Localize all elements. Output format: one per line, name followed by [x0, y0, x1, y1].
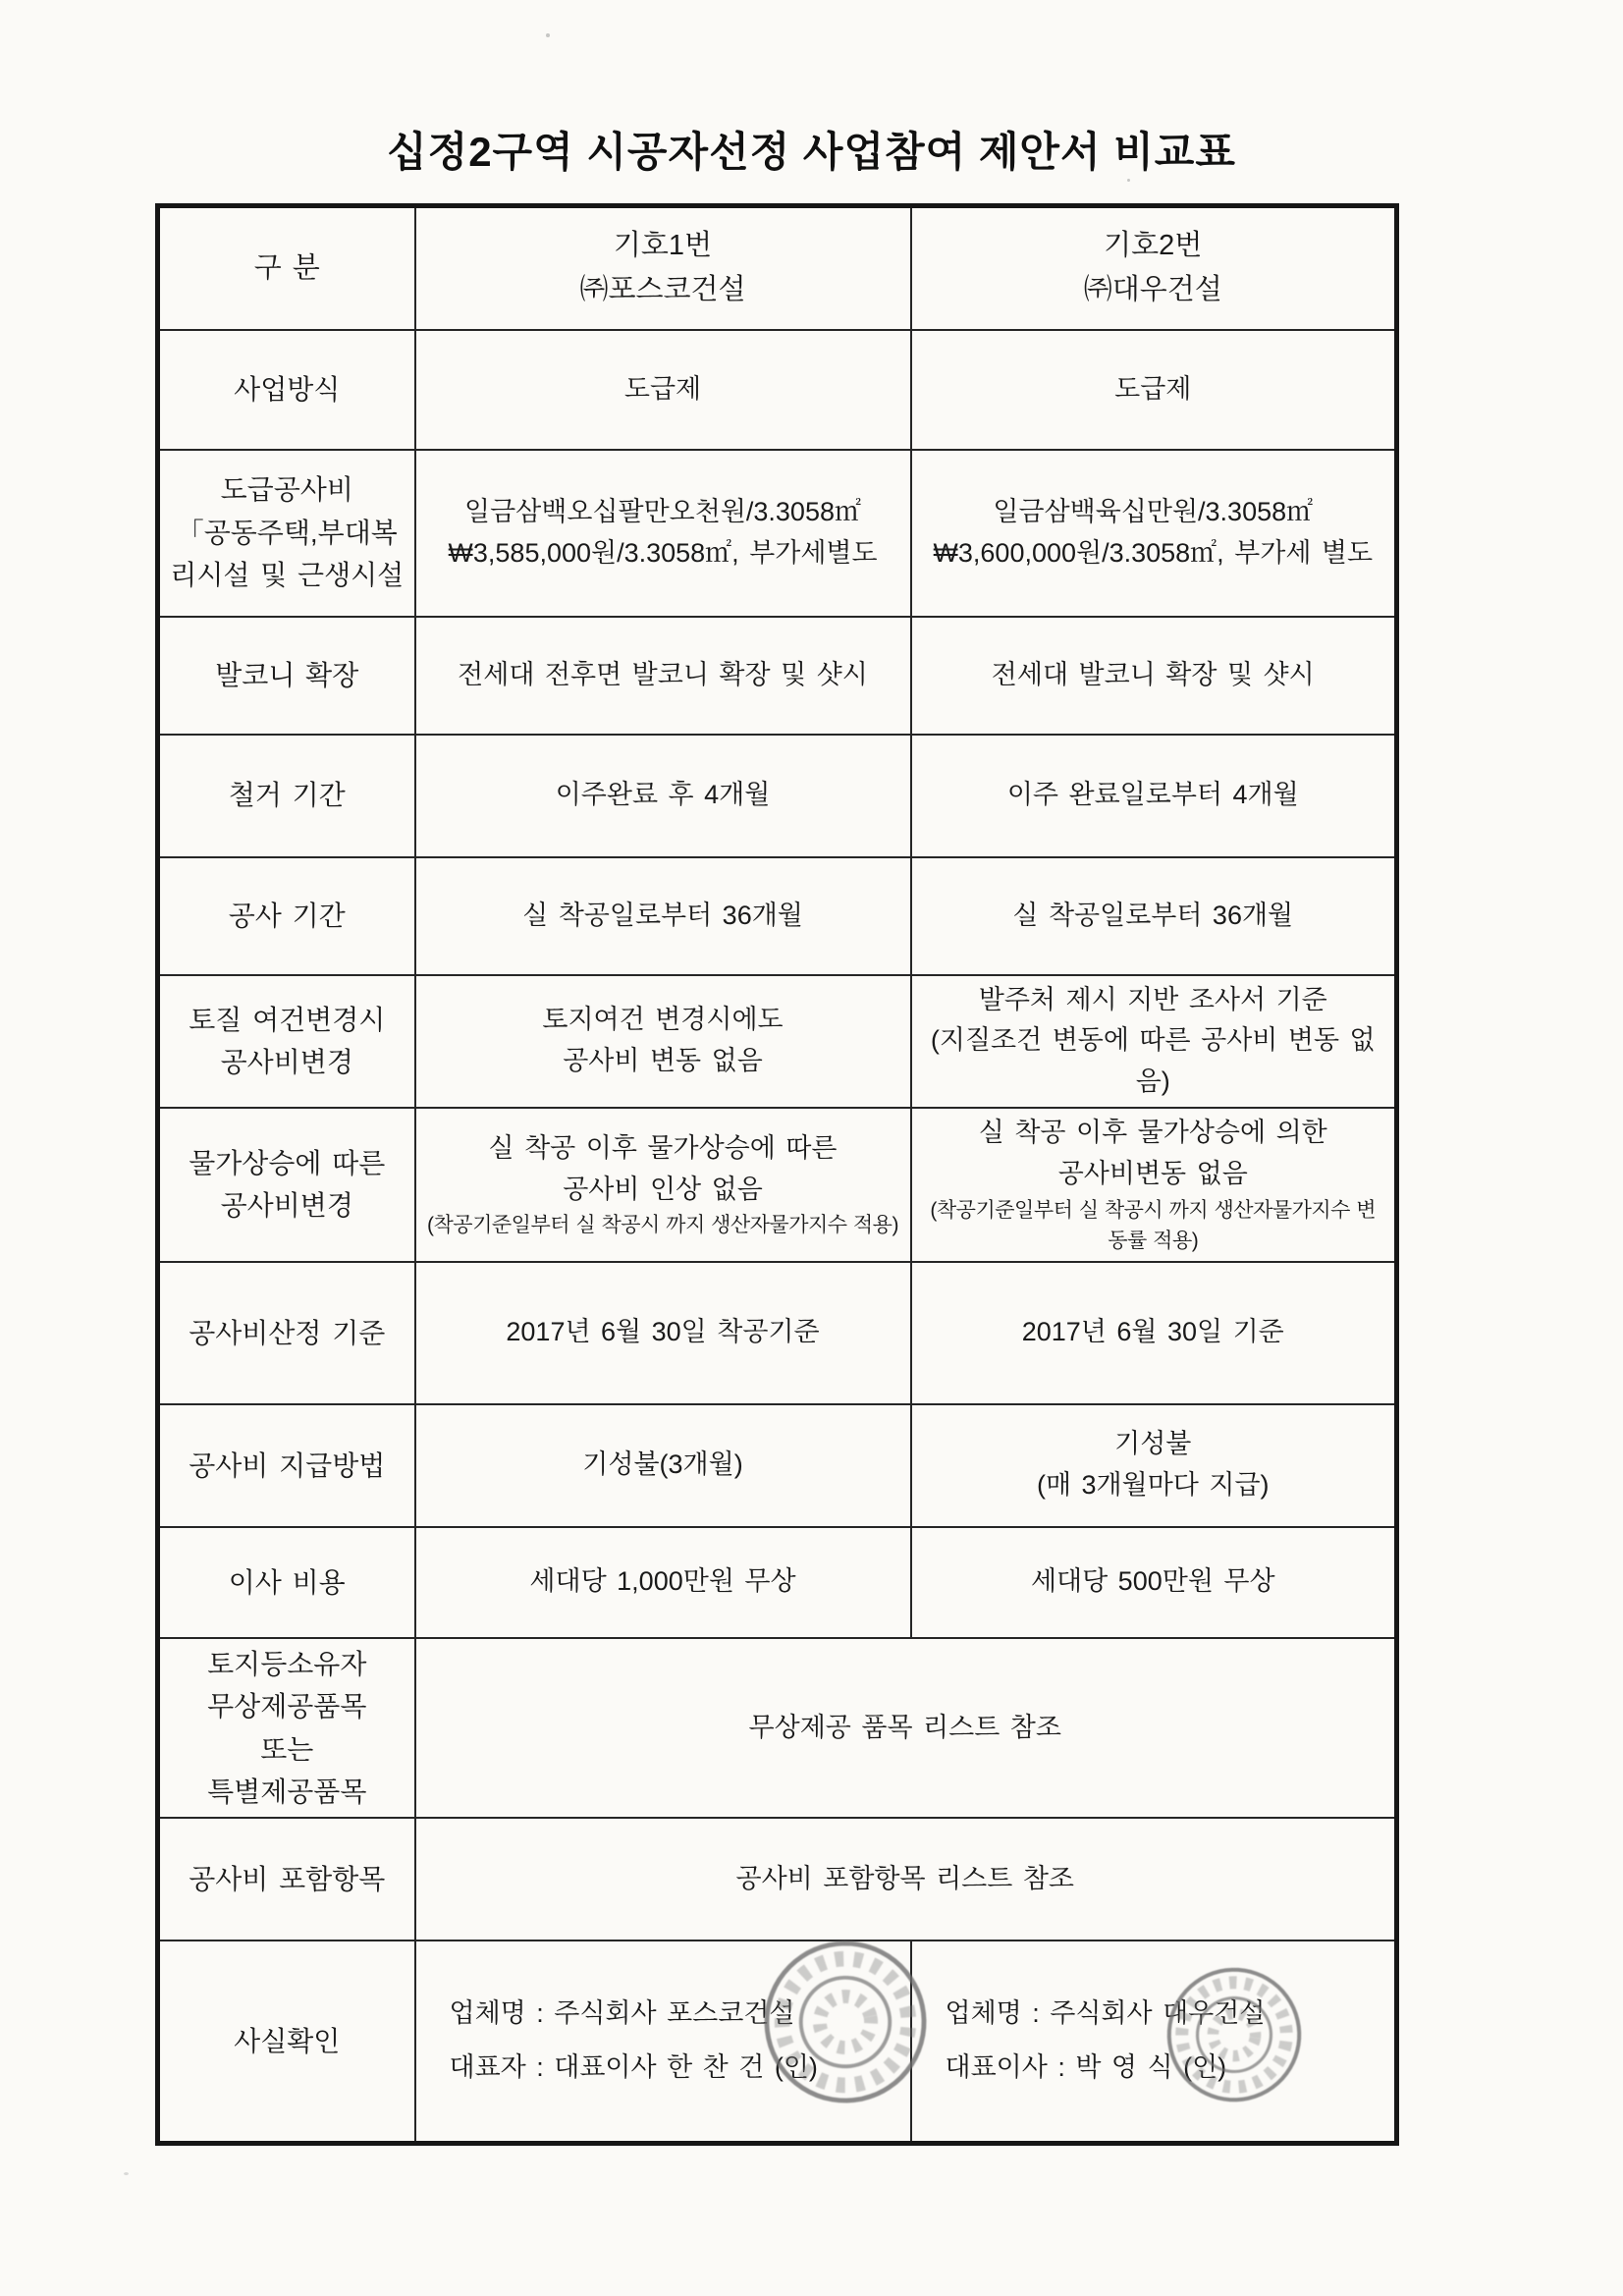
cell-text: 전세대 전후면 발코니 확장 및 샷시: [458, 659, 868, 689]
cell-text: 실 착공일로부터 36개월: [522, 900, 803, 930]
cell-text: 발주처 제시 지반 조사서 기준: [978, 984, 1327, 1014]
bidder2-value-cell: [911, 1108, 1397, 1262]
row-label: 사실확인: [234, 2025, 341, 2056]
cell-footnote: (착공기준일부터 실 착공시 까지 생산자물가지수 변동률 적용): [930, 1198, 1377, 1253]
cell-text: (지질조건 변동에 따른 공사비 변동 없음): [930, 1025, 1376, 1097]
row-label: 발코니 확장: [215, 659, 359, 690]
cell-text: ₩3,600,000원/3.3058㎡, 부가세 별도: [933, 537, 1374, 568]
row-label-cell: [158, 1108, 415, 1262]
bidder2-signature-cell: [911, 1941, 1397, 2143]
row-label-cell: [158, 1941, 415, 2143]
bidder1-number: 기호1번: [613, 230, 713, 262]
row-label: 특별제공품목: [207, 1776, 367, 1807]
cell-text: 공사비 포함항목 리스트 참조: [735, 1863, 1074, 1893]
representative-line: 대표자 : 대표이사 한 찬 건 (인): [449, 2052, 818, 2083]
row-label-cell: [158, 1404, 415, 1527]
cell-text: 실 착공 이후 물가상승에 의한: [978, 1118, 1327, 1148]
row-label: 토지등소유자: [207, 1648, 367, 1679]
cell-text: 이주 완료일로부터 4개월: [1006, 780, 1299, 810]
header-bidder2-cell: [911, 206, 1397, 330]
cell-text: 일금삼백오십팔만오천원/3.3058㎡: [464, 496, 861, 526]
bidder1-company-name: ㈜포스코건설: [579, 274, 746, 306]
row-payment-method: [158, 1404, 1397, 1527]
scan-artifact-speck: [124, 2172, 129, 2175]
proposal-comparison-table: [155, 203, 1399, 2146]
cell-text: 기성불: [1114, 1429, 1192, 1459]
row-cost-included-items: [158, 1818, 1397, 1941]
row-label-cell: [158, 1818, 415, 1941]
cell-text: 공사비 인상 없음: [563, 1174, 763, 1204]
bidder2-company-name: ㈜대우건설: [1083, 274, 1222, 306]
row-label: 「공동주택,부대복: [176, 517, 398, 548]
row-label: 또는: [260, 1733, 314, 1765]
row-label: 공사비변경: [220, 1190, 353, 1222]
row-fact-confirmation: [158, 1941, 1397, 2143]
row-business-method: [158, 330, 1397, 450]
bidder1-value-cell: [415, 975, 911, 1109]
row-label-cell: [158, 450, 415, 617]
bidder1-value-cell: [415, 857, 911, 975]
row-label: 무상제공품목: [207, 1691, 367, 1722]
cell-text: 도급제: [623, 373, 702, 404]
bidder1-value-cell: [415, 450, 911, 617]
row-soil-condition-change: [158, 975, 1397, 1109]
bidder2-value-cell: [911, 735, 1397, 857]
row-label: 공사 기간: [228, 900, 346, 931]
row-label-cell: [158, 1527, 415, 1638]
table-header-row: [158, 206, 1397, 330]
bidder2-value-cell: [911, 330, 1397, 450]
company-name-line: 업체명 : 주식회사 대우건설: [945, 1998, 1266, 2029]
row-balcony: [158, 617, 1397, 735]
row-label: 공사비변경: [220, 1047, 353, 1078]
cell-text: 2017년 6월 30일 기준: [1021, 1317, 1284, 1347]
bidder1-value-cell: [415, 617, 911, 735]
cell-text: 일금삼백육십만원/3.3058㎡: [993, 496, 1314, 526]
row-label: 공사비 지급방법: [189, 1449, 386, 1481]
row-label: 토질 여건변경시: [189, 1004, 386, 1035]
company-name-line: 업체명 : 주식회사 포스코건설: [449, 1998, 795, 2029]
bidder2-value-cell: [911, 1527, 1397, 1638]
cell-text: 기성불(3개월): [582, 1449, 743, 1480]
bidder2-value-cell: [911, 617, 1397, 735]
cell-text: 2017년 6월 30일 착공기준: [506, 1317, 820, 1347]
bidder1-value-cell: [415, 1404, 911, 1527]
bidder2-value-cell: [911, 857, 1397, 975]
row-label-cell: [158, 857, 415, 975]
row-cost-calculation-basis: [158, 1262, 1397, 1404]
cell-text: 실 착공일로부터 36개월: [1012, 900, 1294, 930]
merged-value-cell: [415, 1638, 1397, 1819]
row-label-cell: [158, 735, 415, 857]
bidder2-value-cell: [911, 450, 1397, 617]
bidder1-value-cell: [415, 735, 911, 857]
row-label-cell: [158, 330, 415, 450]
bidder2-value-cell: [911, 1404, 1397, 1527]
row-label: 도급공사비: [220, 474, 353, 506]
cell-text: 이주완료 후 4개월: [555, 780, 771, 810]
scan-artifact-speck: [546, 33, 550, 37]
cell-text: ₩3,585,000원/3.3058㎡, 부가세별도: [448, 537, 878, 568]
cell-text: 실 착공 이후 물가상승에 따른: [488, 1132, 838, 1163]
cell-text: 무상제공 품목 리스트 참조: [748, 1712, 1061, 1742]
row-construction-period: [158, 857, 1397, 975]
row-label: 물가상승에 따른: [189, 1147, 386, 1178]
cell-text: 토지여건 변경시에도: [542, 1005, 784, 1035]
representative-line: 대표이사 : 박 영 식 (인): [945, 2052, 1227, 2083]
row-label: 이사 비용: [228, 1566, 346, 1598]
cell-text: 세대당 1,000만원 무상: [529, 1566, 796, 1597]
row-label-cell: [158, 617, 415, 735]
header-category-cell: [158, 206, 415, 330]
row-label: 리시설 및 근생시설: [170, 560, 405, 591]
row-label-cell: [158, 1262, 415, 1404]
row-inflation-cost-change: [158, 1108, 1397, 1262]
bidder1-value-cell: [415, 330, 911, 450]
bidder1-value-cell: [415, 1262, 911, 1404]
row-label-cell: [158, 1638, 415, 1819]
merged-value-cell: [415, 1818, 1397, 1941]
document-title: 십정2구역 시공자선정 사업참여 제안서 비교표: [387, 129, 1236, 175]
scan-artifact-speck: [1127, 179, 1130, 182]
cell-text: 전세대 발코니 확장 및 샷시: [991, 659, 1315, 689]
row-moving-cost: [158, 1527, 1397, 1638]
cell-text: 세대당 500만원 무상: [1030, 1566, 1275, 1597]
row-contract-cost: [158, 450, 1397, 617]
cell-text: 도급제: [1114, 373, 1192, 404]
cell-text: 공사비 변동 없음: [563, 1046, 763, 1076]
row-label: 공사비 포함항목: [189, 1864, 386, 1895]
row-label: 공사비산정 기준: [189, 1317, 386, 1348]
header-bidder1-cell: [415, 206, 911, 330]
row-label: 철거 기간: [228, 780, 346, 811]
bidder1-signature-cell: [415, 1941, 911, 2143]
bidder2-value-cell: [911, 1262, 1397, 1404]
row-demolition-period: [158, 735, 1397, 857]
cell-text: (매 3개월마다 지급): [1036, 1470, 1270, 1501]
cell-text: 공사비변동 없음: [1057, 1158, 1248, 1188]
cell-footnote: (착공기준일부터 실 착공시 까지 생산자물가지수 적용): [427, 1214, 898, 1237]
bidder1-value-cell: [415, 1527, 911, 1638]
bidder2-value-cell: [911, 975, 1397, 1109]
bidder2-number: 기호2번: [1104, 230, 1203, 262]
bidder1-value-cell: [415, 1108, 911, 1262]
row-free-provided-items: [158, 1638, 1397, 1819]
row-label: 사업방식: [234, 373, 341, 405]
row-label-cell: [158, 975, 415, 1109]
header-category-label: 구 분: [253, 251, 320, 284]
